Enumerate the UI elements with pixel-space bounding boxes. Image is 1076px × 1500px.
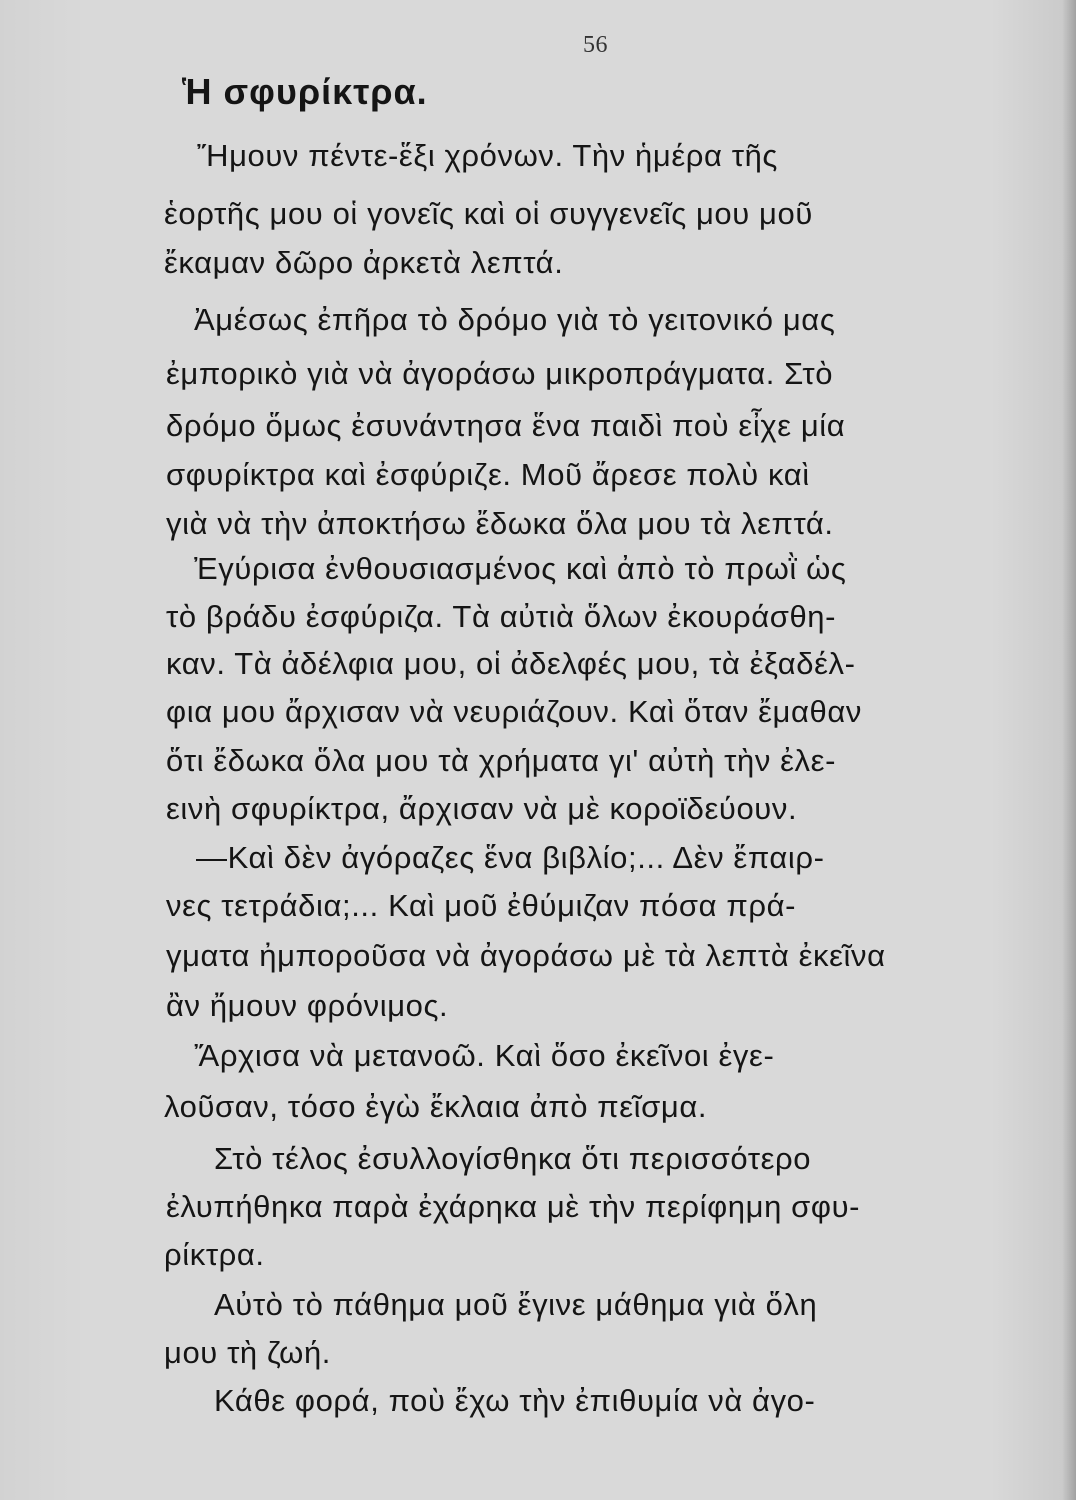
text-line-15: —Καὶ δὲν ἀγόραζες ἕνα βιβλίο;... Δὲν ἔπαιρ- (196, 840, 825, 875)
text-line-2: ἑορτῆς μου οἱ γονεῖς καὶ οἱ συγγενεῖς μου μοῦ (164, 196, 813, 231)
text-line-17: γματα ἠμποροῦσα νὰ ἀγοράσω μὲ τὰ λεπτὰ ἐκεῖνα (166, 938, 886, 973)
text-line-14: εινὴ σφυρίκτρα, ἄρχισαν νὰ μὲ κοροϊδεύουν. (166, 791, 798, 826)
text-line-4: Ἀμέσως ἐπῆρα τὸ δρόμο γιὰ τὸ γειτονικό μας (194, 302, 836, 337)
text-line-26: Κάθε φορά, ποὺ ἔχω τὴν ἐπιθυμία νὰ ἀγο- (214, 1383, 816, 1418)
text-line-5: ἐμπορικὸ γιὰ νὰ ἀγοράσω μικροπράγματα. Στὸ (166, 356, 834, 391)
text-line-18: ἂν ἤμουν φρόνιμος. (166, 988, 449, 1023)
text-line-3: ἔκαμαν δῶρο ἀρκετὰ λεπτά. (164, 245, 564, 280)
page-number: 56 (583, 32, 608, 58)
text-line-20: λοῦσαν, τόσο ἐγὼ ἔκλαια ἀπὸ πεῖσμα. (164, 1089, 708, 1124)
text-line-24: Αὐτὸ τὸ πάθημα μοῦ ἔγινε μάθημα γιὰ ὅλη (214, 1287, 818, 1322)
text-line-10: τὸ βράδυ ἐσφύριζα. Τὰ αὐτιὰ ὅλων ἐκουράσθη- (166, 599, 837, 634)
text-line-7: σφυρίκτρα καὶ ἐσφύριζε. Μοῦ ἄρεσε πολὺ καὶ (166, 457, 810, 492)
text-line-22: ἐλυπήθηκα παρὰ ἐχάρηκα μὲ τὴν περίφημη σφυ- (166, 1189, 861, 1224)
text-line-19: Ἄρχισα νὰ μετανοῶ. Καὶ ὅσο ἐκεῖνοι ἐγε- (194, 1038, 775, 1073)
text-line-11: καν. Τὰ ἀδέλφια μου, οἱ ἀδελφές μου, τὰ ἐξαδέλ- (166, 646, 856, 681)
text-line-12: φια μου ἄρχισαν νὰ νευριάζουν. Καὶ ὅταν ἔμαθαν (166, 694, 863, 729)
story-title: Ἡ σφυρίκτρα. (182, 71, 428, 112)
page-edge-shadow (1062, 0, 1076, 1500)
text-line-6: δρόμο ὅμως ἐσυνάντησα ἕνα παιδὶ ποὺ εἶχε μία (166, 408, 846, 443)
text-line-13: ὅτι ἔδωκα ὅλα μου τὰ χρήματα γι' αὐτὴ τὴν ἐλε- (166, 743, 837, 778)
text-line-25: μου τὴ ζωή. (164, 1335, 332, 1370)
text-line-1: Ἤμουν πέντε-ἕξι χρόνων. Τὴν ἡμέρα τῆς (197, 138, 778, 173)
text-line-23: ρίκτρα. (164, 1237, 265, 1272)
text-line-9: Ἐγύρισα ἐνθουσιασμένος καὶ ἀπὸ τὸ πρωῒ ὡς (194, 551, 847, 586)
text-line-8: γιὰ νὰ τὴν ἀποκτήσω ἔδωκα ὅλα μου τὰ λεπτά. (166, 506, 834, 541)
text-line-21: Στὸ τέλος ἐσυλλογίσθηκα ὅτι περισσότερο (214, 1141, 812, 1176)
text-line-16: νες τετράδια;... Καὶ μοῦ ἐθύμιζαν πόσα πρά- (166, 888, 797, 923)
